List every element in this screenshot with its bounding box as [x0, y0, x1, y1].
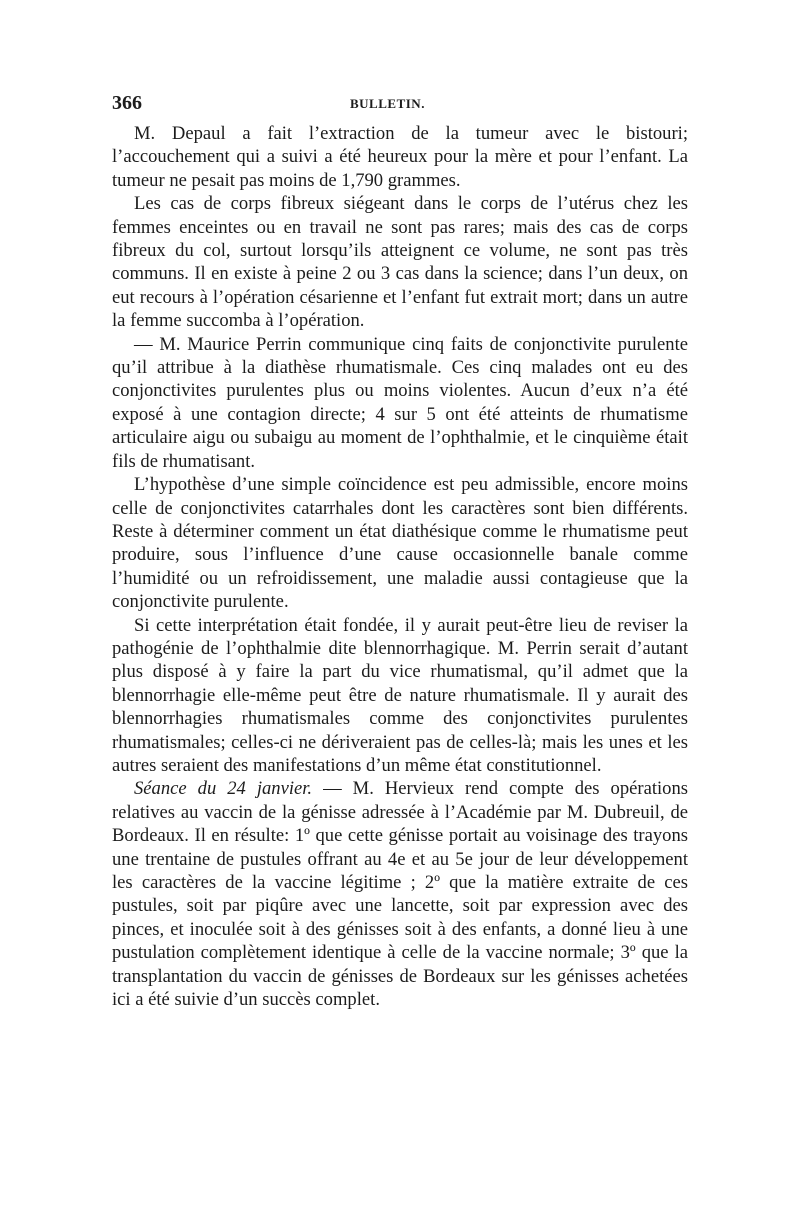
running-head [112, 92, 688, 122]
paragraph-fibrous-bodies: Les cas de corps fibreux siégeant dans le corps de l’utérus chez les femmes enceintes ou en travail ne sont pas rares; mais des cas de corps fibreux du col, surtout lorsqu’ils atteignent ce volume, ne sont pas très communs. Il en existe à peine 2 ou 3 cas dans la science; dans l’un deux, on eut recours à l’opération césarienne et l’enfant fut extrait mort; dans un autre la femme succomba à l’opération. [112, 193, 688, 332]
session-date-label: Séance du 24 janvier. [134, 778, 313, 800]
paragraph-session-january-24 [112, 777, 688, 1011]
paragraph-tumor-extraction: M. Depaul a fait l’extraction de la tumeur avec le bistouri; l’accouchement qui a suivi a été heureux pour la mère et pour l’enfant. La tumeur ne pesait pas moins de 1,790 grammes. [112, 123, 688, 191]
running-title: BULLETIN. [350, 96, 425, 111]
paragraph-blennorrhagic-ophthalmia: Si cette interprétation était fondée, il y aurait peut-être lieu de reviser la pathogénie de l’ophthalmie dite blennorrhagique. M. Perrin serait d’autant plus disposé à y faire la part du vice rhumatismal, qu’il admet que la blennorrhagie elle-même peut être de nature rhumatismale. Il y aurait des blennorrhagies rhumatismales comme des conjonctivites purulentes rhumatismales; celles-ci ne dériveraient pas de celles-là; mais les unes et les autres seraient des manifestations d’un même état constitutionnel. [112, 614, 688, 776]
session-text: — M. Hervieux rend compte des opérations relatives au vaccin de la génisse adressée à l’Académie par M. Dubreuil, de Bordeaux. Il en résulte: 1º que cette génisse portait au voisinage des trayons une trentaine de pustules offrant au 4e et au 5e jour de leur développement les caractères de la vaccine légitime ; 2º que la matière extraite de ces pustules, soit par piqûre avec une lancette, soit par expression avec des pinces, et inoculée soit à des génisses soit à des enfants, a donné lieu à une pustulation complètement identique à celle de la vaccine normale; 3º que la transplantation du vaccin de génisses de Bordeaux sur les génisses achetées ici a été suivie d’un succès complet. [112, 778, 688, 1011]
paragraph-perrin-conjunctivitis: — M. Maurice Perrin communique cinq faits de conjonctivite purulente qu’il attribue à la diathèse rhumatismale. Ces cinq malades ont eu des conjonctivites purulentes plus ou moins violentes. Aucun d’eux n’a été exposé à une contagion directe; 4 sur 5 ont été atteints de rhumatisme articulaire aigu ou subaigu au moment de l’ophthalmie, et le cinquième était fils de rhumatisant. [112, 333, 688, 472]
body-text [112, 122, 688, 1011]
page-number: 366 [112, 92, 142, 114]
book-page [112, 92, 688, 1011]
paragraph-coincidence-hypothesis: L’hypothèse d’une simple coïncidence est peu admissible, encore moins celle de conjonctivites catarrhales dont les caractères sont bien différents. Reste à déterminer comment un état diathésique comme le rhumatisme peut produire, sous l’influence d’une cause occasionnelle banale comme l’humidité ou un refroidissement, une maladie aussi contagieuse que la conjonctivite purulente. [112, 474, 688, 613]
